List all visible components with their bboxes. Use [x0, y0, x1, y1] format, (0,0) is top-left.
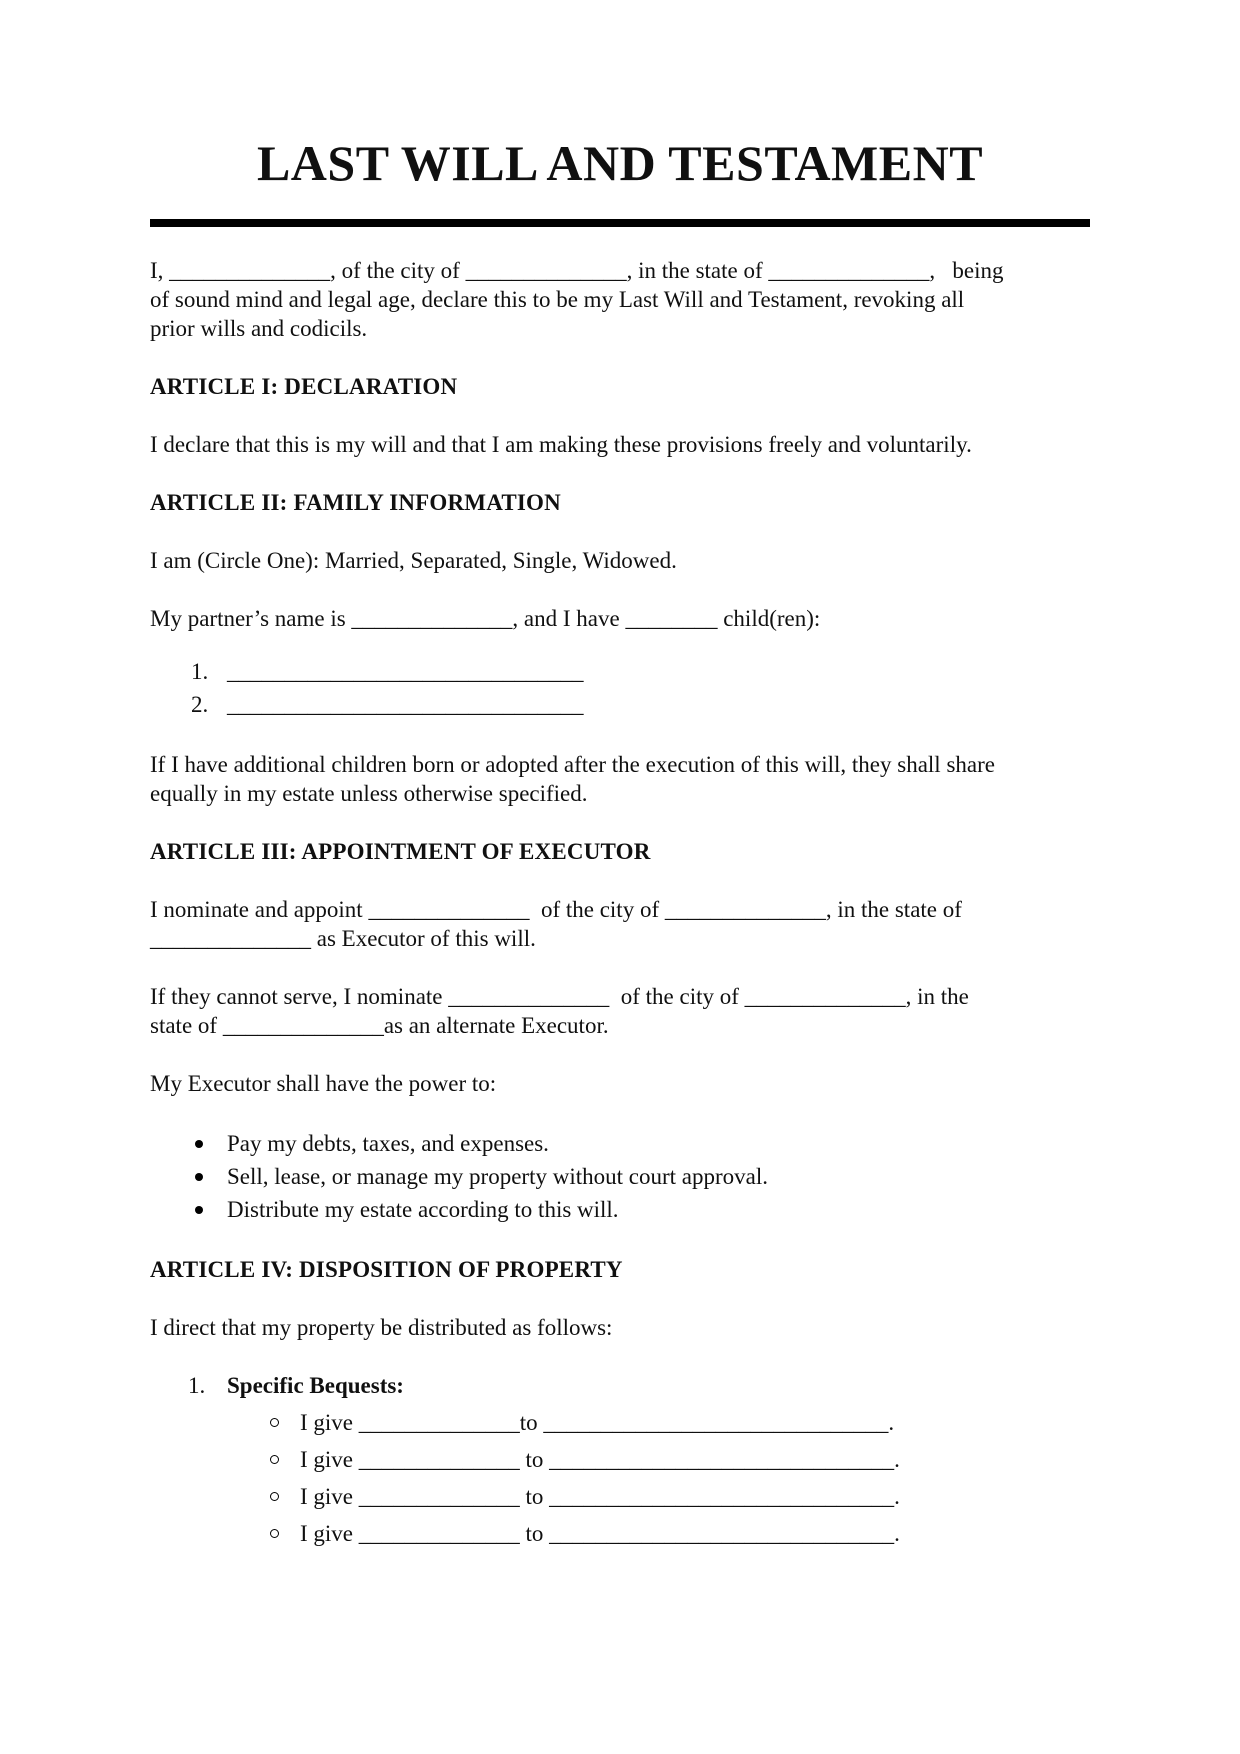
child-2-name-line[interactable]: _______________________________: [227, 692, 584, 717]
bequest-item: [150, 1408, 1090, 1437]
text-segment: to: [519, 1410, 544, 1435]
bullet-icon: [195, 1140, 203, 1148]
bequest-item: [150, 1519, 1090, 1548]
circle-bullet-icon: [270, 1455, 279, 1464]
marital-status-line: I am (Circle One): Married, Separated, Single, Widowed.: [150, 548, 677, 573]
bequest-4-recipient-blank[interactable]: ______________________________: [549, 1521, 895, 1546]
testator-state-blank[interactable]: ______________: [768, 258, 930, 283]
specific-bequests-heading: [150, 1371, 1090, 1400]
text-line: [150, 924, 1090, 953]
bequest-item: [150, 1445, 1090, 1474]
text-segment: to: [519, 1484, 550, 1509]
text-segment: to: [519, 1447, 550, 1472]
text-line: [150, 895, 1090, 924]
executor-powers-list: [150, 1127, 1090, 1226]
opening-paragraph: [150, 256, 1090, 343]
title-divider-rule: [150, 219, 1090, 227]
text-segment: , in the state of: [825, 897, 962, 922]
text-segment: I nominate and appoint: [150, 897, 369, 922]
child-list-item: [150, 655, 1090, 688]
text-line: [150, 256, 1090, 285]
text-segment: I give: [300, 1410, 359, 1435]
text-segment: If they cannot serve, I nominate: [150, 984, 449, 1009]
bullet-icon: [195, 1206, 203, 1214]
child-1-name-line[interactable]: _______________________________: [227, 659, 584, 684]
text-segment: I give: [300, 1447, 359, 1472]
text-segment: .: [894, 1484, 900, 1509]
text-segment: as Executor of this will.: [311, 926, 536, 951]
text-segment: , being: [929, 258, 1004, 283]
declaration-paragraph: I declare that this is my will and that I am making these provisions freely and voluntarily.: [150, 432, 972, 457]
bequest-text: [300, 1408, 894, 1437]
text-segment: I,: [150, 258, 170, 283]
child-list-item: [150, 688, 1090, 721]
text-segment: of the city of: [529, 897, 665, 922]
bequests-list: [150, 1408, 1090, 1548]
executor-name-blank[interactable]: ______________: [368, 897, 530, 922]
text-line: prior wills and codicils.: [150, 316, 368, 341]
children-count-blank[interactable]: ________: [625, 606, 718, 631]
text-segment: , in the state of: [626, 258, 769, 283]
partner-paragraph: [150, 604, 1090, 633]
children-list: [150, 655, 1090, 721]
executor-state-blank[interactable]: ______________: [150, 926, 311, 951]
text-line: [150, 982, 1090, 1011]
list-number: 2.: [191, 692, 209, 717]
partner-name-blank[interactable]: ______________: [351, 606, 513, 631]
bequest-text: [300, 1445, 900, 1474]
text-segment: , and I have: [512, 606, 626, 631]
text-line: [150, 1011, 1090, 1040]
article-ii-heading: ARTICLE II: FAMILY INFORMATION: [150, 490, 561, 515]
text-segment: as an alternate Executor.: [383, 1013, 609, 1038]
executor-city-blank[interactable]: ______________: [664, 897, 826, 922]
bequest-3-recipient-blank[interactable]: ______________________________: [549, 1484, 895, 1509]
power-list-item: [150, 1193, 1090, 1226]
text-segment: of the city of: [609, 984, 745, 1009]
power-text: Pay my debts, taxes, and expenses.: [227, 1131, 549, 1156]
disposition-intro: I direct that my property be distributed as follows:: [150, 1315, 613, 1340]
executor-powers-intro: My Executor shall have the power to:: [150, 1071, 497, 1096]
text-line: If I have additional children born or adopted after the execution of this will, they shall share: [150, 752, 995, 777]
text-segment: , in the: [905, 984, 969, 1009]
bequest-item: [150, 1482, 1090, 1511]
text-segment: child(ren):: [717, 606, 821, 631]
text-segment: .: [894, 1521, 900, 1546]
text-segment: .: [894, 1447, 900, 1472]
circle-bullet-icon: [270, 1418, 279, 1427]
alternate-executor-state-blank[interactable]: ______________: [222, 1013, 384, 1038]
text-segment: I give: [300, 1521, 359, 1546]
alternate-executor-name-blank[interactable]: ______________: [448, 984, 610, 1009]
text-segment: , of the city of: [330, 258, 466, 283]
bequest-2-recipient-blank[interactable]: ______________________________: [549, 1447, 895, 1472]
circle-bullet-icon: [270, 1529, 279, 1538]
testator-city-blank[interactable]: ______________: [465, 258, 627, 283]
text-line: equally in my estate unless otherwise specified.: [150, 781, 588, 806]
bequest-1-recipient-blank[interactable]: ______________________________: [543, 1410, 889, 1435]
bullet-icon: [195, 1173, 203, 1181]
circle-bullet-icon: [270, 1492, 279, 1501]
bequest-text: [300, 1482, 900, 1511]
article-iii-heading: ARTICLE III: APPOINTMENT OF EXECUTOR: [150, 839, 651, 864]
text-segment: My partner’s name is: [150, 606, 352, 631]
executor-nomination-paragraph: [150, 895, 1090, 953]
article-iv-heading: ARTICLE IV: DISPOSITION OF PROPERTY: [150, 1257, 623, 1282]
power-list-item: [150, 1127, 1090, 1160]
document-title: LAST WILL AND TESTAMENT: [256, 135, 984, 191]
power-text: Sell, lease, or manage my property without court approval.: [227, 1164, 768, 1189]
specific-bequests-label: Specific Bequests:: [227, 1373, 404, 1398]
bequest-text: [300, 1519, 900, 1548]
alternate-executor-city-blank[interactable]: ______________: [744, 984, 906, 1009]
bequest-3-gift-blank[interactable]: ______________: [358, 1484, 520, 1509]
power-list-item: [150, 1160, 1090, 1193]
additional-children-paragraph: [150, 750, 1090, 808]
text-segment: state of: [150, 1013, 223, 1038]
bequest-4-gift-blank[interactable]: ______________: [358, 1521, 520, 1546]
text-segment: to: [519, 1521, 550, 1546]
text-segment: I give: [300, 1484, 359, 1509]
list-number: 1.: [188, 1373, 206, 1398]
text-line: of sound mind and legal age, declare this to be my Last Will and Testament, revoking all: [150, 287, 965, 312]
alternate-executor-paragraph: [150, 982, 1090, 1040]
list-number: 1.: [191, 659, 209, 684]
text-segment: .: [888, 1410, 895, 1435]
article-i-heading: ARTICLE I: DECLARATION: [150, 374, 458, 399]
power-text: Distribute my estate according to this will.: [227, 1197, 619, 1222]
bequest-1-gift-blank[interactable]: ______________: [358, 1410, 520, 1435]
bequest-2-gift-blank[interactable]: ______________: [358, 1447, 520, 1472]
testator-name-blank[interactable]: ______________: [169, 258, 331, 283]
